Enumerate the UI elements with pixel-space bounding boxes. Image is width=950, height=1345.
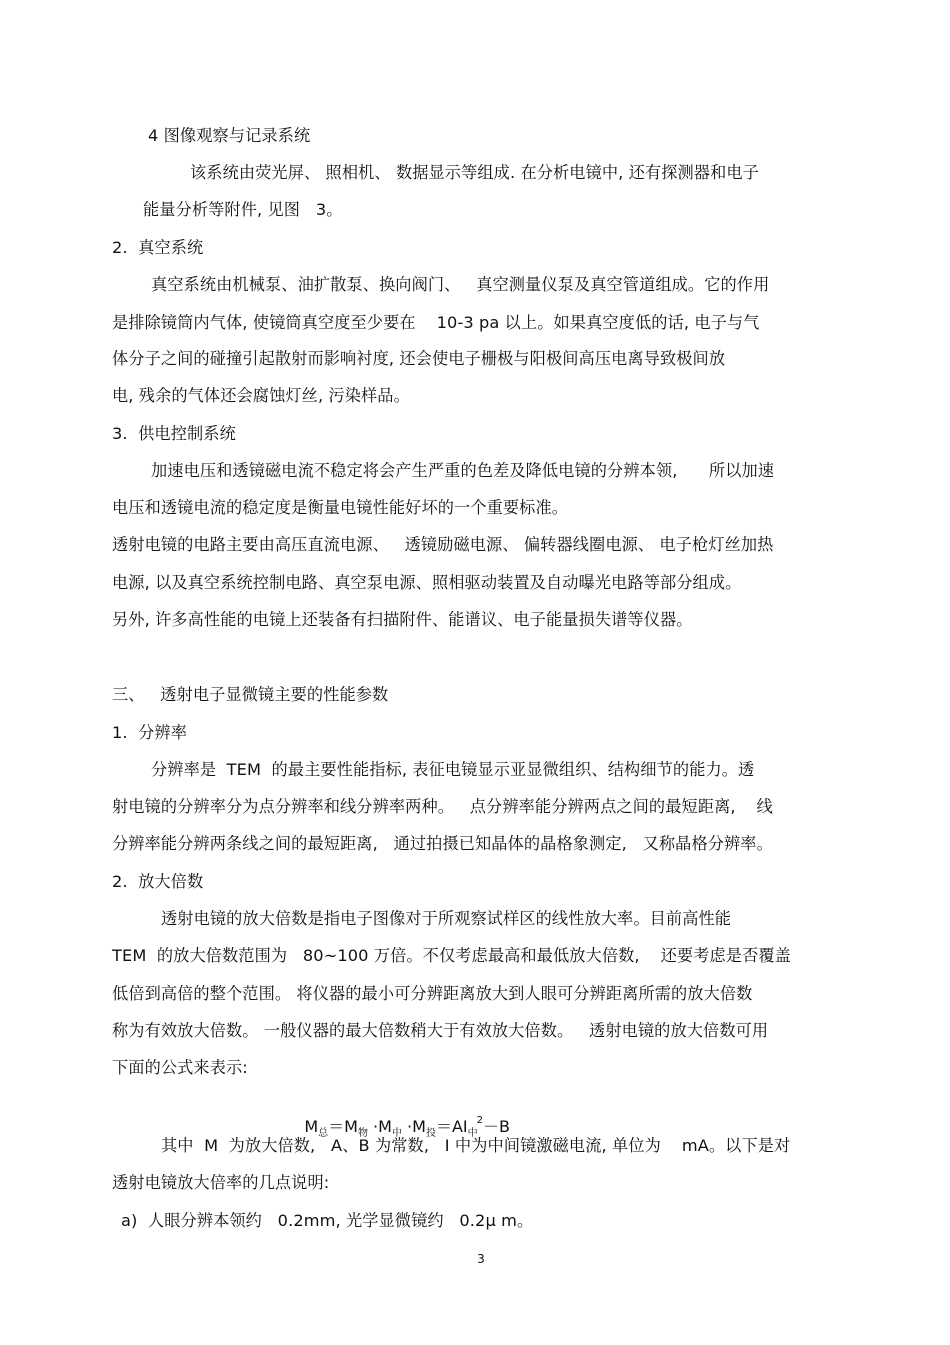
paragraph-line: 射电镜的分辨率分为点分辨率和线分辨率两种。 点分辨率能分辨两点之间的最短距离, 线	[112, 797, 773, 816]
formula-part: ＝AI	[435, 1117, 468, 1136]
chapter-heading-performance-parameters: 三、 透射电子显微镜主要的性能参数	[112, 685, 389, 704]
paragraph-line: 分辨率能分辨两条线之间的最短距离, 通过拍摄已知晶体的晶格象测定, 又称晶格分辨率。	[112, 834, 773, 853]
list-item: a) 人眼分辨本领约 0.2mm, 光学显微镜约 0.2μ m。	[121, 1211, 534, 1230]
formula-subscript: 投	[425, 1128, 436, 1139]
paragraph-line: 能量分析等附件, 见图 3。	[143, 200, 343, 219]
paragraph-line: 称为有效放大倍数。 一般仪器的最大倍数稍大于有效放大倍数。 透射电镜的放大倍数可用	[112, 1021, 769, 1040]
paragraph-line: 分辨率是 TEM 的最主要性能指标, 表征电镜显示亚显微组织、结构细节的能力。透	[151, 760, 755, 779]
section-heading-image-system: 4 图像观察与记录系统	[148, 126, 311, 145]
formula-part: －B	[482, 1117, 510, 1136]
paragraph-line: TEM 的放大倍数范围为 80~100 万倍。不仅考虑最高和最低放大倍数, 还要考虑是否覆盖	[112, 946, 791, 965]
section-heading-resolution: 1. 分辨率	[112, 723, 187, 742]
paragraph-line: 是排除镜筒内气体, 使镜筒真空度至少要在 10-3 pa 以上。如果真空度低的话, 电子与气	[112, 313, 760, 332]
formula-part: ·M	[401, 1117, 426, 1136]
paragraph-line: 电压和透镜电流的稳定度是衡量电镜性能好坏的一个重要标准。	[112, 498, 569, 517]
formula-part: ＝M	[328, 1117, 358, 1136]
formula-superscript: 2	[476, 1115, 483, 1126]
paragraph-line: 其中 M 为放大倍数, A、B 为常数, I 中为中间镜激磁电流, 单位为 mA。以下是对	[161, 1136, 791, 1155]
paragraph-line: 真空系统由机械泵、油扩散泵、换向阀门、 真空测量仪泵及真空管道组成。它的作用	[151, 275, 770, 294]
section-heading-magnification: 2. 放大倍数	[112, 872, 204, 891]
formula-subscript: 中	[391, 1128, 402, 1139]
paragraph-line: 体分子之间的碰撞引起散射而影响衬度, 还会使电子栅极与阳极间高压电离导致极间放	[112, 349, 726, 368]
paragraph-line: 透射电镜的电路主要由高压直流电源、 透镜励磁电源、 偏转器线圈电源、 电子枪灯丝加热	[112, 535, 774, 554]
page-number: 3	[477, 1252, 485, 1266]
paragraph-line: 下面的公式来表示:	[112, 1058, 248, 1077]
formula-subscript: 总	[318, 1128, 329, 1139]
formula-part: ·M	[367, 1117, 392, 1136]
paragraph-line: 透射电镜放大倍率的几点说明:	[112, 1173, 330, 1192]
paragraph-line: 加速电压和透镜磁电流不稳定将会产生严重的色差及降低电镜的分辨本领, 所以加速	[151, 461, 775, 480]
section-heading-vacuum-system: 2. 真空系统	[112, 238, 204, 257]
paragraph-line: 低倍到高倍的整个范围。 将仪器的最小可分辨距离放大到人眼可分辨距离所需的放大倍数	[112, 984, 753, 1003]
formula-subscript: 中	[467, 1128, 478, 1139]
paragraph-line: 透射电镜的放大倍数是指电子图像对于所观察试样区的线性放大率。目前高性能	[161, 909, 732, 928]
section-heading-power-control: 3. 供电控制系统	[112, 424, 236, 443]
paragraph-line: 该系统由荧光屏、 照相机、 数据显示等组成. 在分析电镜中, 还有探测器和电子	[190, 163, 759, 182]
paragraph-line: 另外, 许多高性能的电镜上还装备有扫描附件、能谱议、电子能量损失谱等仪器。	[112, 610, 693, 629]
formula-part: M	[304, 1117, 319, 1136]
formula-subscript: 物	[357, 1128, 368, 1139]
paragraph-line: 电源, 以及真空系统控制电路、真空泵电源、照相驱动装置及自动曝光电路等部分组成。	[112, 573, 742, 592]
paragraph-line: 电, 残余的气体还会腐蚀灯丝, 污染样品。	[112, 386, 410, 405]
